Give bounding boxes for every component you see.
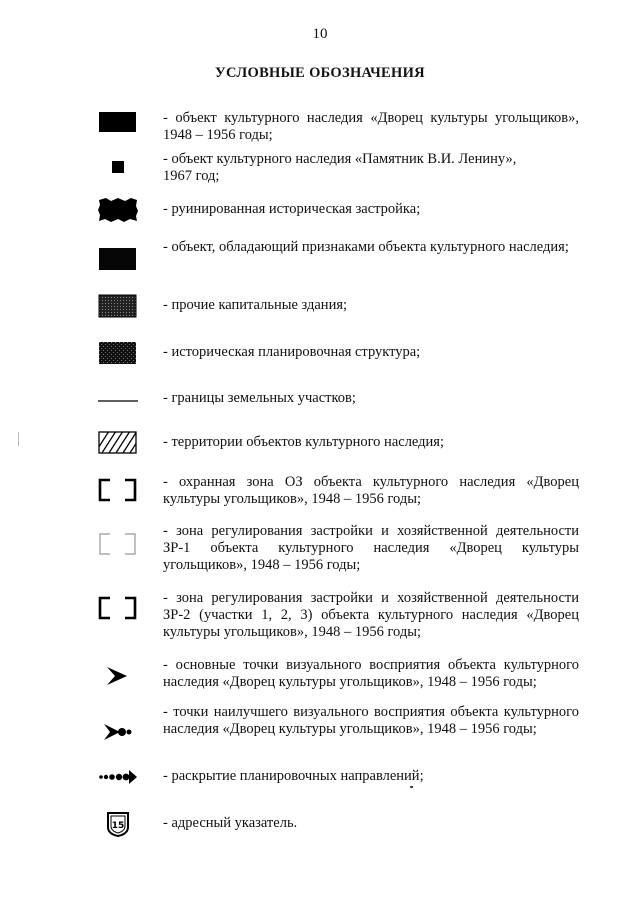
solid-square-icon: [96, 153, 140, 181]
legend-text: - руинированная историческая застройка;: [163, 201, 421, 217]
light-bracket-icon: [96, 530, 140, 558]
legend-text: - объект, обладающий признаками объекта культурного наследия;: [163, 239, 569, 255]
legend-title: УСЛОВНЫЕ ОБОЗНАЧЕНИЯ: [215, 65, 425, 81]
stippled-rectangle-icon: [96, 292, 140, 320]
protection-zone-bracket-icon: [96, 476, 140, 504]
chevron-arrow-icon: [96, 662, 140, 690]
hatched-rectangle-icon: [96, 429, 140, 457]
regulation-zone-bracket-icon: [96, 594, 140, 622]
legend-text: - объект культурного наследия «Памятник В.И. Ленину», 1967 год;: [163, 151, 517, 184]
page-number: 10: [312, 26, 328, 42]
solid-rectangle-icon: [96, 108, 140, 136]
heritage-feature-block-icon: [96, 245, 140, 273]
dense-stippled-rectangle-icon: [96, 339, 140, 367]
dotted-arrow-icon: [96, 763, 140, 791]
scan-mark: [410, 786, 413, 788]
legend-text: - прочие капитальные здания;: [163, 297, 348, 313]
boundary-line-icon: [96, 386, 140, 414]
legend-text: - адресный указатель.: [163, 815, 298, 831]
address-shield-icon: [96, 810, 140, 838]
legend-text: - объект культурного наследия «Дворец культуры угольщиков», 1948 – 1956 годы;: [163, 110, 579, 143]
chevron-dot-arrow-icon: [96, 718, 140, 746]
legend-text: - основные точки визуального восприятия объекта культурного наследия «Дворец культуры угольщиков», 1948 – 1956 годы;: [163, 657, 579, 690]
legend-text: - территории объектов культурного наследия;: [163, 434, 445, 450]
legend-text: - зона регулирования застройки и хозяйственной деятельности ЗР-2 (участки 1, 2, 3) объекта культурного наследия «Дворец культуры угольщиков», 1948 – 1956 годы;: [163, 590, 579, 640]
legend-text: - охранная зона ОЗ объекта культурного наследия «Дворец культуры угольщиков», 1948 – 1956 годы;: [163, 474, 579, 507]
legend-text: - историческая планировочная структура;: [163, 344, 421, 360]
legend-text: - границы земельных участков;: [163, 390, 356, 406]
ruined-building-icon: [96, 196, 140, 224]
legend-text: - зона регулирования застройки и хозяйственной деятельности ЗР-1 объекта культурного наследия «Дворец культуры угольщиков», 1948 – 1956 годы;: [163, 523, 579, 573]
legend-text: - раскрытие планировочных направлений;: [163, 768, 424, 784]
margin-mark: [18, 432, 19, 446]
address-badge-number: 15: [111, 821, 125, 831]
legend-text: - точки наилучшего визуального восприятия объекта культурного наследия «Дворец культуры угольщиков», 1948 – 1956 годы;: [163, 704, 579, 737]
